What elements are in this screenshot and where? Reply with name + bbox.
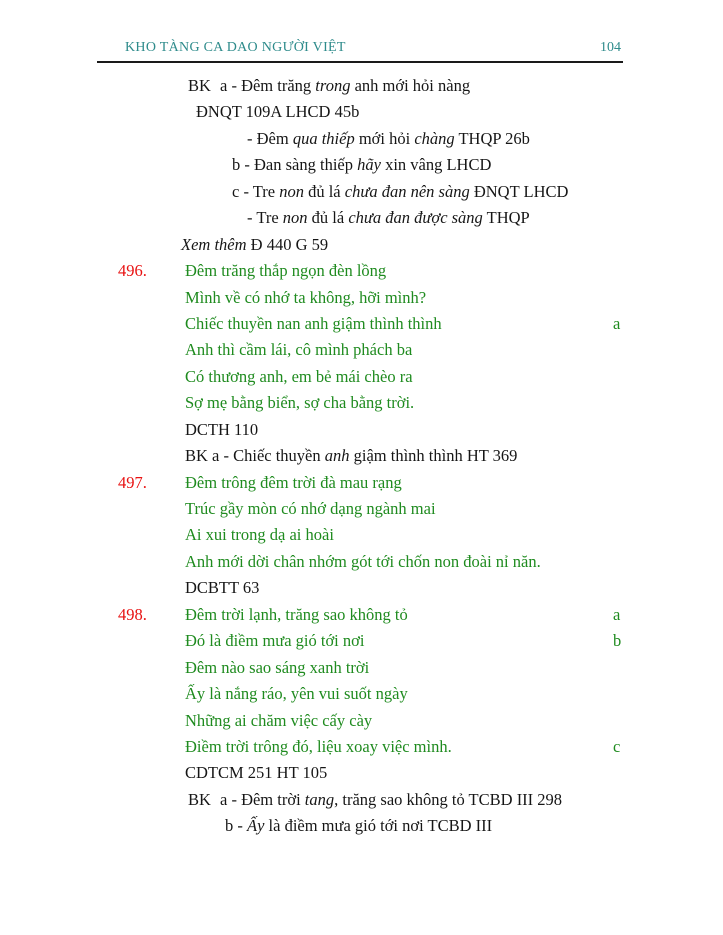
line-text: Xem thêm Đ 440 G 59 xyxy=(181,234,329,254)
line-text: - Đêm qua thiếp mới hỏi chàng THQP 26b xyxy=(247,128,530,148)
text-line xyxy=(0,496,723,522)
text-line xyxy=(0,126,723,152)
line-text: b - Đan sàng thiếp hãy xin vâng LHCD xyxy=(232,155,492,175)
text-line xyxy=(0,787,723,813)
line-text: Đêm trăng thắp ngọn đèn lồng xyxy=(185,261,387,281)
text-line xyxy=(0,708,723,734)
line-text: a - Đêm trăng trong anh mới hỏi nàng xyxy=(220,76,471,95)
line-text: Ai xui trong dạ ai hoài xyxy=(185,525,334,545)
text-line xyxy=(0,99,723,125)
verse-marker: a xyxy=(613,604,621,624)
entry-number: 497. xyxy=(118,472,147,492)
text-line xyxy=(0,152,723,178)
line-text: Điềm trời trông đó, liệu xoay việc mình. xyxy=(185,736,452,756)
entry-number: 496. xyxy=(118,261,147,281)
line-text: CDTCM 251 HT 105 xyxy=(185,763,328,783)
text-line xyxy=(0,311,723,337)
text-line xyxy=(0,179,723,205)
entry-line xyxy=(0,258,723,284)
page-header xyxy=(0,40,723,60)
text-line xyxy=(0,760,723,786)
line-text: Đêm nào sao sáng xanh trời xyxy=(185,657,370,677)
header-rule xyxy=(97,61,623,63)
text-line xyxy=(0,205,723,231)
text-line xyxy=(0,681,723,707)
line-text: Đêm trời lạnh, trăng sao không tỏ xyxy=(185,604,408,624)
line-text: ĐNQT 109A LHCD 45b xyxy=(196,102,360,122)
line-text: BK a - Chiếc thuyền anh giậm thình thình HT 369 xyxy=(185,446,518,466)
line-text: Đó là điềm mưa gió tới nơi xyxy=(185,631,365,651)
line-text: Sợ mẹ bằng biển, sợ cha bằng trời. xyxy=(185,393,415,413)
variant-label: BK xyxy=(188,789,211,809)
verse-marker: b xyxy=(613,631,622,651)
text-line xyxy=(0,285,723,311)
line-text: Anh mới dời chân nhớm gót tới chốn non đoài nỉ năn. xyxy=(185,551,541,571)
text-line xyxy=(0,232,723,258)
verse-marker: c xyxy=(613,736,621,756)
variant-label: BK xyxy=(188,76,211,95)
book-title: KHO TÀNG CA DAO NGƯỜI VIỆT xyxy=(125,40,346,55)
text-line xyxy=(0,337,723,363)
text-line xyxy=(0,417,723,443)
line-text: b - Ấy là điềm mưa gió tới nơi TCBD III xyxy=(225,816,493,836)
line-text: Trúc gầy mòn có nhớ dạng ngành mai xyxy=(185,499,436,518)
entry-line xyxy=(0,470,723,496)
text-line xyxy=(0,73,723,99)
entry-line xyxy=(0,602,723,628)
line-text: Những ai chăm việc cấy cày xyxy=(185,710,373,730)
text-line xyxy=(0,443,723,469)
text-line xyxy=(0,813,723,839)
text-line xyxy=(0,522,723,548)
content-lines xyxy=(0,73,723,840)
text-line xyxy=(0,628,723,654)
text-line xyxy=(0,549,723,575)
text-line xyxy=(0,655,723,681)
line-text: a - Đêm trời tang, trăng sao không tỏ TCBD III 298 xyxy=(220,789,563,809)
line-text: DCTH 110 xyxy=(185,419,259,439)
line-text: Có thương anh, em bẻ mái chèo ra xyxy=(185,366,413,386)
line-text: Ấy là nắng ráo, yên vui suốt ngày xyxy=(185,684,408,704)
page-number: 104 xyxy=(600,40,621,55)
entry-number: 498. xyxy=(118,604,147,624)
line-text: DCBTT 63 xyxy=(185,578,260,598)
text-line xyxy=(0,575,723,601)
line-text: Đêm trông đêm trời đà mau rạng xyxy=(185,472,402,492)
text-line xyxy=(0,390,723,416)
line-text: Chiếc thuyền nan anh giậm thình thình xyxy=(185,313,442,333)
line-text: Anh thì cầm lái, cô mình phách ba xyxy=(185,340,413,360)
line-text: Mình về có nhớ ta không, hỡi mình? xyxy=(185,287,427,307)
line-text: c - Tre non đủ lá chưa đan nên sàng ĐNQT LHCD xyxy=(232,181,569,201)
line-text: - Tre non đủ lá chưa đan được sàng THQP xyxy=(247,208,530,228)
text-line xyxy=(0,364,723,390)
text-line xyxy=(0,734,723,760)
verse-marker: a xyxy=(613,313,621,333)
